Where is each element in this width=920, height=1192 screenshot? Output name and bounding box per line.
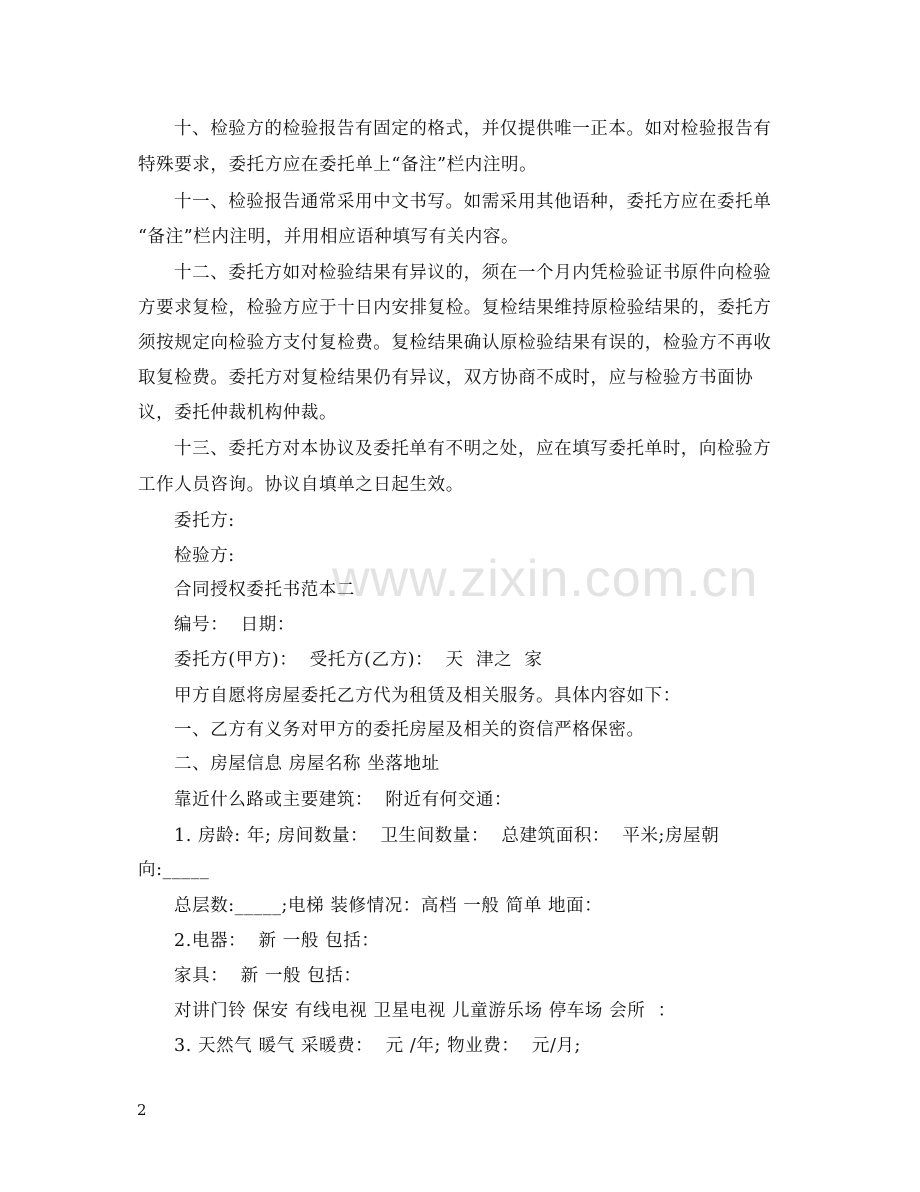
paragraph-10-line-2: 特殊要求，委托方应在委托单上“备注”栏内注明。	[138, 155, 538, 175]
intro-line: 甲方自愿将房屋委托乙方代为租赁及相关服务。具体内容如下：	[174, 686, 681, 706]
furniture-line: 家具： 新 一般 包括：	[174, 966, 362, 986]
clause-2-house-info: 二、房屋信息 房屋名称 坐落地址	[174, 754, 440, 774]
paragraph-12-line-1: 十二、委托方如对检验结果有异议的，须在一个月内凭检验证书原件向检验	[174, 263, 772, 283]
site-watermark: www.zixin.com.cn	[332, 550, 759, 608]
number-date-line: 编号： 日期：	[174, 615, 295, 635]
paragraph-13-line-2: 工作人员咨询。协议自填单之日起生效。	[138, 475, 464, 495]
client-signature-label: 委托方:	[174, 511, 235, 531]
paragraph-12-line-5: 议，委托仲裁机构仲裁。	[138, 403, 338, 423]
paragraph-12-line-4: 取复检费。委托方对复检结果仍有异议，双方协商不成时，应与检验方书面协	[138, 368, 754, 388]
facilities-line: 对讲门铃 保安 有线电视 卫星电视 儿童游乐场 停车场 会所 ：	[174, 1001, 676, 1021]
parties-line: 委托方(甲方)： 受托方(乙方)： 天 津之 家	[174, 650, 543, 670]
paragraph-10-line-1: 十、检验方的检验报告有固定的格式，并仅提供唯一正本。如对检验报告有	[174, 119, 772, 139]
nearby-line: 靠近什么路或主要建筑： 附近有何交通：	[174, 790, 513, 810]
inspector-signature-label: 检验方:	[174, 546, 235, 566]
paragraph-12-line-3: 须按规定向检验方支付复检费。复检结果确认原检验结果有误的，检验方不再收	[138, 333, 772, 353]
house-age-line-1: 1. 房龄: 年; 房间数量： 卫生间数量： 总建筑面积： 平米;房屋朝	[174, 826, 720, 846]
appliances-line: 2.电器： 新 一般 包括：	[174, 931, 380, 951]
house-age-line-2: 向:_____	[138, 860, 210, 880]
page-number: 2	[137, 1101, 147, 1119]
section-title: 合同授权委托书范本二	[174, 580, 355, 600]
paragraph-11-line-2: “备注”栏内注明，并用相应语种填写有关内容。	[138, 227, 520, 247]
paragraph-13-line-1: 十三、委托方对本协议及委托单有不明之处，应在填写委托单时，向检验方	[174, 439, 772, 459]
floors-line: 总层数:_____;电梯 装修情况：高档 一般 简单 地面：	[174, 896, 603, 916]
fees-line: 3. 天然气 暖气 采暖费： 元 /年; 物业费： 元/月;	[174, 1036, 582, 1056]
clause-1: 一、乙方有义务对甲方的委托房屋及相关的资信严格保密。	[174, 720, 645, 740]
paragraph-11-line-1: 十一、检验报告通常采用中文书写。如需采用其他语种，委托方应在委托单	[174, 192, 772, 212]
paragraph-12-line-2: 方要求复检，检验方应于十日内安排复检。复检结果维持原检验结果的，委托方	[138, 298, 772, 318]
